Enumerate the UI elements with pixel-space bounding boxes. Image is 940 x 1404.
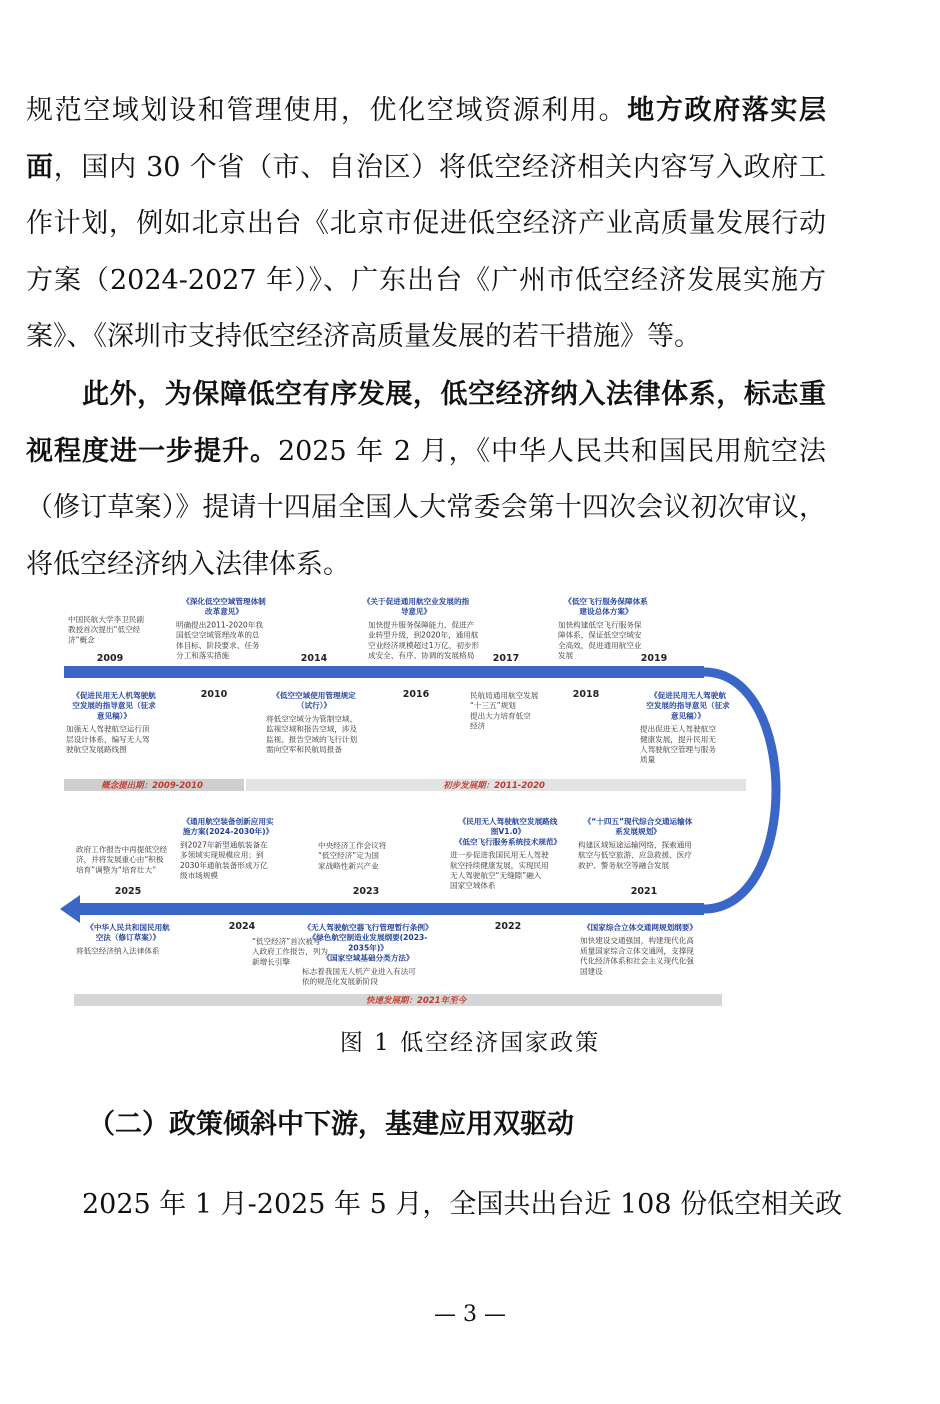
event-13-title-line-1: 空法（修订草案）》 (95, 933, 161, 943)
year-label-2016: 2016 (402, 689, 430, 700)
timeline-upper-band (64, 666, 704, 678)
event-1-text-line-2: 体目标、阶段要求、任务 (176, 640, 260, 650)
event-5-text-line-2: 监视、报告空域的飞行计划 (266, 734, 358, 744)
event-0-text-line-2: 济”概念 (68, 635, 95, 645)
event-16-text-line-1: 质量国家综合立体交通网，支撑现 (580, 946, 694, 956)
event-1-text-line-0: 明确提出2011-2020年我 (176, 620, 263, 630)
event-9-text-line-0: 政府工作报告中再提低空经 (76, 845, 168, 854)
event-7-text-line-1: 健康发展，提升民用无 (640, 734, 716, 744)
event-1-title-line-1: 改革意见》 (205, 607, 243, 617)
event-6-text-line-1: “十三五”规划 (470, 701, 516, 711)
event-2-text-line-2: 空业经济规模超过1万亿，初步形 (368, 640, 480, 650)
page-number: — 3 — (434, 1302, 506, 1327)
event-3-title-line-1: 建设总体方案》 (579, 607, 633, 617)
event-7-text-line-2: 人驾驶航空管理与服务 (640, 745, 716, 754)
event-14-text-line-2: 新增长引擎 (252, 957, 290, 967)
event-6-text-line-3: 经济 (470, 721, 486, 731)
event-4-title-line-1: 空发展的指导意见（征求 (72, 701, 156, 711)
event-5-title-line-1: （试行）》 (296, 701, 332, 711)
event-4-title-line-0: 《促进民用无人机驾驶航 (72, 691, 156, 700)
event-15-title-line-0: 《无人驾驶航空器飞行管理暂行条例》 (303, 923, 433, 932)
event-3-text-line-0: 加快构建低空飞行服务保 (558, 620, 642, 630)
event-3-text-line-3: 发展 (558, 651, 574, 660)
event-7-title-line-1: 空发展的指导意见（征求 (646, 701, 730, 711)
event-4-text-line-1: 层设计体系，编写无人驾 (66, 734, 150, 744)
event-12-text-line-0: 构建区域短途运输网络，探索通用 (578, 840, 692, 850)
paragraph-local-government (26, 83, 826, 366)
event-2-title-line-1: 导意见》 (400, 607, 432, 617)
p2-sentence-2: 2025 年 2 月，《中华人民共和国民用航空法（修订草案）》提请十四届全国人大常委会第十四次会议初次审议，将低空经济纳入法律体系。 (26, 435, 826, 580)
event-2-text-line-1: 业转型升级，到2020年，通用航 (368, 630, 479, 640)
event-12-title-line-1: 系发展规划》 (615, 827, 661, 837)
timeline-arrowhead (60, 895, 80, 923)
event-15-text-line-0: 标志着我国无人机产业进入有法可 (302, 966, 416, 976)
year-label-2014: 2014 (300, 653, 328, 664)
event-12-text-line-2: 救护、警务航空等融合发展 (578, 860, 670, 870)
p1-bold-phrase: 地方政府落实层面 (26, 95, 827, 183)
event-6-text-line-0: 民航局通用航空发展 (470, 691, 539, 700)
event-7-text-line-3: 质量 (640, 755, 656, 765)
event-16-text-line-2: 代化经济体系和社会主义现代化强 (580, 956, 694, 966)
event-11-text-line-0: 进一步促进我国民用无人驾驶 (450, 850, 549, 860)
event-11-text-line-2: 无人驾驶航空“无缝隙”融入 (450, 871, 542, 880)
event-2-title-line-0: 《关于促进通用航空业发展的指 (362, 597, 470, 606)
event-8-text-line-2: 2030年通航装备形成万亿 (180, 860, 268, 870)
paragraph-policy-count: 2025 年 1 月-2025 年 5 月，全国共出台近 108 份低空相关政 (82, 1189, 843, 1220)
event-13-title-line-0: 《中华人民共和国民用航 (86, 923, 170, 932)
event-12-text-line-1: 航空与低空旅游、应急救援、医疗 (578, 850, 692, 860)
event-11-title-line-2: 《低空飞行服务系统技术规范》 (454, 837, 562, 847)
year-label-2022: 2022 (494, 921, 522, 932)
event-0-text-line-1: 教授首次提出“低空经 (68, 625, 141, 635)
event-11-text-line-3: 国家空域体系 (450, 881, 496, 891)
event-12-title-line-0: 《“十四五”现代综合交通运输体 (583, 817, 693, 826)
event-8-text-line-0: 到2027年新型通航装备在 (180, 840, 268, 850)
event-8-text-line-3: 级市场规模 (180, 871, 218, 880)
p1-sentence-3: ，国内 30 个省（市、自治区）将低空经济相关内容写入政府工作计划，例如北京出台《北京市促进低空经济产业高质量发展行动方案（2024-2027 年）》、广东出台《广州市低空经济发展实施方案》、《深圳市支持低空经济高质量发展的若干措施》等。 (26, 151, 826, 352)
event-16-text-line-3: 国建设 (580, 966, 603, 976)
event-0-text-line-0: 中国民航大学李卫民副 (68, 615, 144, 624)
event-14-text-line-0: “低空经济”首次被写 (252, 937, 321, 946)
event-3-text-line-2: 全高效，促进通用航空业 (558, 640, 642, 650)
figure-caption: 图 1 低空经济国家政策 (339, 1030, 601, 1056)
event-7-title-line-0: 《促进民用无人驾驶航 (650, 691, 726, 700)
year-label-2009: 2009 (96, 653, 124, 664)
event-11-title-line-0: 《民用无人驾驶航空发展路线 (458, 817, 558, 826)
event-4-text-line-2: 驶航空发展路线图 (66, 745, 127, 754)
event-15-title-line-2: 2035年)》 (348, 943, 388, 953)
event-4-text-line-0: 加强无人驾驶航空运行顶 (66, 724, 150, 734)
event-13-text-line-0: 将低空经济纳入法律体系 (76, 946, 160, 956)
timeline-content (66, 596, 730, 1006)
event-8-text-line-1: 多领域实现规模应用；到 (180, 850, 264, 860)
event-15-title-line-3: 《国家空域基础分类方法》 (322, 953, 414, 963)
year-label-2010: 2010 (200, 689, 228, 700)
event-7-title-line-2: 意见稿）》 (670, 711, 706, 721)
event-6-text-line-2: 提出大力培育低空 (470, 711, 531, 721)
event-10-text-line-1: “低空经济”定为国 (318, 851, 380, 861)
timeline-lower-band (76, 903, 704, 915)
phase-label-3: 快速发展期：2021年至今 (365, 996, 467, 1006)
event-2-text-line-3: 成安全、有序、协调的发展格局 (368, 651, 475, 660)
phase-label-2: 初步发展期：2011-2020 (443, 781, 545, 791)
event-3-title-line-0: 《低空飞行服务保障体系 (564, 597, 648, 606)
year-label-2023: 2023 (352, 886, 380, 897)
event-9-text-line-1: 济，并将发展重心由“积极 (76, 855, 164, 865)
event-10-text-line-2: 家战略性新兴产业 (318, 861, 379, 871)
event-16-text-line-0: 加快建设交通强国，构建现代化高 (580, 936, 694, 946)
event-16-title-line-0: 《国家综合立体交通网规划纲要》 (583, 923, 697, 932)
event-1-title-line-0: 《深化低空空域管理体制 (182, 597, 266, 606)
event-2-text-line-0: 加快提升服务保障能力，促进产 (368, 620, 475, 630)
event-1-text-line-1: 国低空空域管理改革的总 (176, 630, 260, 640)
p2-bold-sentence: 此外，为保障低空有序发展，低空经济纳入法律体系，标志重视程度进一步提升。 (26, 379, 826, 467)
year-label-2025: 2025 (114, 886, 142, 897)
p1-sentence-1: 规范空域划设和管理使用，优化空域资源利用。 (26, 95, 628, 126)
year-label-2018: 2018 (572, 689, 600, 700)
event-5-text-line-1: 监视空域和报告空域，涉及 (266, 724, 358, 734)
event-5-title-line-0: 《低空空域使用管理规定 (272, 691, 356, 700)
event-10-text-line-0: 中央经济工作会议将 (318, 841, 387, 850)
event-15-title-line-1: 《绿色航空制造业发展纲要(2023- (308, 933, 428, 943)
phase-label-1: 概念提出期：2009-2010 (101, 781, 203, 791)
event-15-text-line-1: 依的规范化发展新阶段 (302, 977, 378, 986)
event-14-text-line-1: 入政府工作报告，列为 (252, 947, 328, 957)
event-9-text-line-2: 培育”调整为“培育壮大” (76, 865, 157, 875)
event-8-title-line-0: 《通用航空装备创新应用实 (182, 817, 274, 826)
year-label-2024: 2024 (228, 921, 256, 932)
event-11-text-line-1: 航空持续健康发展，实现民用 (450, 860, 549, 870)
paragraph-legal-system (26, 367, 826, 593)
event-5-text-line-0: 将低空空域分为管制空域、 (266, 714, 358, 724)
event-7-text-line-0: 提出促进无人驾驶航空 (640, 724, 716, 734)
year-label-2017: 2017 (492, 653, 520, 664)
policy-timeline-figure (60, 594, 790, 1014)
event-1-text-line-3: 分工和落实措施 (176, 651, 230, 660)
event-8-title-line-1: 施方案(2024-2030年)》 (182, 827, 274, 837)
event-3-text-line-1: 障体系，保证低空空域安 (558, 630, 642, 640)
event-4-title-line-2: 意见稿）》 (96, 711, 132, 721)
section-heading: （二）政策倾斜中下游，基建应用双驱动 (88, 1109, 574, 1140)
event-5-text-line-3: 需向空军和民航局报备 (266, 745, 342, 754)
year-label-2021: 2021 (630, 886, 658, 897)
year-label-2019: 2019 (640, 653, 668, 664)
event-11-title-line-1: 图V1.0》 (490, 827, 526, 837)
